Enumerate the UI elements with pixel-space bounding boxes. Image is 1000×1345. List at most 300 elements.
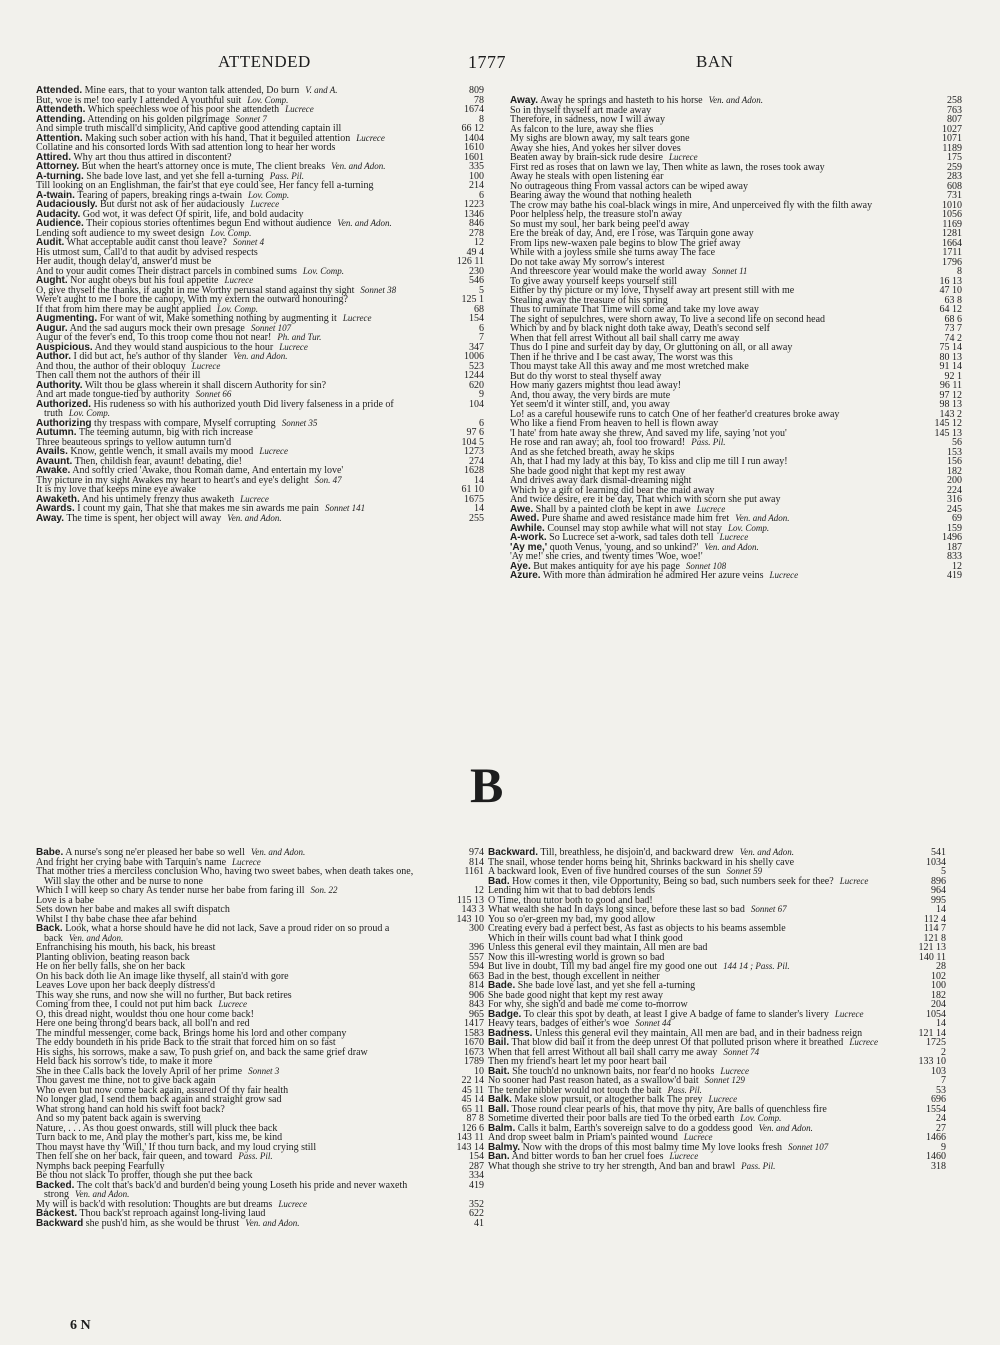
- line-reference: 74 2: [944, 332, 962, 344]
- headword: Audit.: [36, 237, 65, 248]
- quotation-text: Pure shame and awed resistance made him fret: [541, 513, 730, 524]
- line-reference: 27: [936, 1122, 946, 1134]
- headword: Author.: [36, 351, 71, 362]
- quotation-text: Be thou not slack To proffer, though she put thee back: [36, 1170, 253, 1181]
- signature-mark: 6 N: [70, 1318, 91, 1333]
- line-reference: 121 14: [918, 1027, 946, 1039]
- quotation-text: Stealing away the treasure of his spring: [510, 294, 668, 306]
- quotation-text: But makes antiquity for aye his page: [533, 560, 680, 572]
- source-work: Lov. Comp.: [216, 303, 259, 314]
- quotation-text: You so o'er-green my bad, my good allow: [488, 913, 656, 925]
- quotation-text: Away she hies, And yokes her silver doves: [510, 142, 681, 154]
- line-reference: 1554: [926, 1103, 946, 1115]
- source-work: Ven. and Adon.: [245, 1217, 300, 1228]
- quotation-text: Making such sober action with his hand, That it beguiled attention: [85, 132, 351, 144]
- quotation-text: O, give thyself the thanks, if aught in me Worthy perusal stand against thy sight: [36, 284, 355, 296]
- source-work: Ven. and Adon.: [735, 513, 790, 523]
- headword: Authority.: [36, 379, 83, 391]
- quotation-text: My will is back'd with resolution: Thoughts are but dreams: [36, 1198, 273, 1210]
- line-reference: 7: [479, 332, 484, 343]
- quotation-text: To give away yourself keeps yourself still: [510, 275, 678, 287]
- line-reference: 1281: [942, 228, 962, 239]
- line-reference: 214: [469, 180, 484, 191]
- line-reference: 16 13: [939, 275, 962, 287]
- line-reference: 608: [947, 180, 962, 192]
- quotation-text: Away he springs and hasteth to his horse: [539, 95, 703, 106]
- line-reference: 175: [947, 152, 962, 163]
- quotation-text: Calls it balm, Earth's sovereign salve to do a goddess good: [517, 1122, 753, 1134]
- line-reference: 12: [952, 560, 962, 572]
- quotation-text: He on her belly falls, she on her back: [36, 961, 186, 972]
- quotation-text: Then my friend's heart let my poor heart bail: [488, 1056, 667, 1067]
- quotation-text: So in thyself thyself art made away: [510, 104, 652, 116]
- source-work: Ph. and Tur.: [277, 332, 322, 342]
- quotation-text: Three beauteous springs to yellow autumn turn'd: [36, 436, 232, 448]
- source-work: Ven. and Adon.: [704, 541, 759, 552]
- line-reference: 41: [474, 1217, 484, 1229]
- quotation-text: O, this dread night, wouldst thou one hour come back!: [36, 1008, 255, 1020]
- quotation-text: Attending on his golden pilgrimage: [87, 113, 230, 125]
- quotation-text: Were't aught to me I bore the canopy, With my extern the outward honouring?: [36, 294, 348, 305]
- quotation-text: Counsel may stop awhile what will not stay: [547, 522, 723, 534]
- quotation-text: The tender nibbler would not touch the bait: [488, 1084, 662, 1096]
- quotation-text: Ere the break of day, And, ere I rose, was Tarquin gone away: [510, 228, 754, 239]
- line-reference: 807: [947, 114, 962, 125]
- source-work: Lucrece: [849, 1037, 878, 1047]
- quotation-text: From lips new-waxen pale begins to blow The grief away: [510, 237, 741, 249]
- column-top-right: [510, 96, 962, 581]
- line-reference: 906: [469, 989, 484, 1001]
- line-reference: 1189: [942, 142, 962, 154]
- quotation-text: And twice desire, ere it be day, That which with scorn she put away: [510, 494, 781, 505]
- quotation-text: A backward look, Even of five hundred courses of the sun: [488, 866, 721, 877]
- source-work: Pass. Pil.: [741, 1160, 776, 1171]
- line-reference: 843: [469, 999, 484, 1010]
- quotation-text: What strong hand can hold his swift foot back?: [36, 1103, 225, 1115]
- quotation-text: quoth Venus, 'young, and so unkind?': [549, 541, 699, 553]
- quotation-text: Held back his sorrow's tide, to make it more: [36, 1056, 213, 1067]
- header-left-word: ATTENDED: [218, 52, 311, 71]
- line-reference: 964: [931, 885, 946, 896]
- line-reference: 45 11: [461, 1084, 484, 1096]
- source-work: Sonnet 74: [723, 1046, 760, 1057]
- line-reference: 10: [474, 1065, 484, 1077]
- line-reference: 78: [474, 94, 484, 106]
- line-reference: 1027: [942, 123, 962, 135]
- concordance-entry: [36, 1219, 484, 1229]
- line-reference: 103: [931, 1065, 946, 1077]
- source-work: Lucrece: [232, 856, 261, 867]
- quotation-text: First red as roses that on lawn we lay, Then white as lawn, the roses took away: [510, 161, 825, 173]
- line-reference: 1583: [464, 1027, 484, 1039]
- line-reference: 334: [469, 1170, 484, 1181]
- headword: Ball.: [488, 1103, 510, 1115]
- line-reference: 28: [936, 961, 946, 972]
- quotation-text: And thou, the author of their obloquy: [36, 360, 186, 372]
- quotation-text: O Time, thou tutor both to good and bad!: [488, 894, 653, 906]
- headword: Awed.: [510, 513, 540, 524]
- headword: A-twain.: [36, 189, 75, 201]
- line-reference: 24: [936, 1113, 946, 1124]
- headword: Balmy.: [488, 1141, 521, 1153]
- quotation-text: Then fell she on her back, fair queen, and toward: [36, 1151, 233, 1162]
- headword: Audacity.: [36, 208, 81, 220]
- quotation-text: Nymphs back peeping Fearfully: [36, 1160, 165, 1172]
- source-work: V. and A.: [305, 85, 338, 95]
- source-work: Lov. Comp.: [210, 227, 252, 238]
- line-reference: 224: [947, 484, 962, 496]
- line-reference: 1664: [942, 237, 962, 249]
- quotation-text: God wot, it was defect Of spirit, life, and bold audacity: [82, 208, 304, 220]
- line-reference: 5: [479, 284, 484, 296]
- line-reference: 126 11: [456, 256, 484, 267]
- line-reference: 182: [931, 989, 946, 1001]
- line-reference: 12: [474, 237, 484, 248]
- line-reference: 594: [469, 961, 484, 972]
- line-reference: 731: [947, 190, 962, 201]
- source-work: Ven. and Adon.: [708, 95, 763, 105]
- quotation-text: That mother tries a merciless conclusion Who, having two sweet babes, when death takes one, Will slay the other and be nurse to none: [36, 866, 414, 887]
- line-reference: 245: [947, 503, 962, 515]
- line-reference: 91 14: [939, 361, 962, 372]
- source-work: Lucrece: [224, 275, 254, 285]
- source-work: Lucrece: [720, 1065, 750, 1076]
- quotation-text: She bade love last, and yet she fell a-turning: [517, 980, 696, 991]
- headword: Badness.: [488, 1027, 533, 1039]
- line-reference: 45 14: [461, 1094, 484, 1105]
- line-reference: 80 13: [939, 351, 962, 363]
- quotation-text: His rudeness so with his authorized youth Did livery falseness in a pride of truth: [44, 398, 394, 419]
- quotation-text: How comes it then, vile Opportunity, Being so bad, such numbers seek for thee?: [512, 875, 834, 887]
- source-work: Lucrece: [240, 493, 269, 504]
- line-reference: 200: [947, 475, 962, 486]
- line-reference: 974: [469, 847, 484, 858]
- headword: Backward.: [488, 847, 539, 858]
- line-reference: 126 6: [461, 1122, 484, 1134]
- source-work: Sonnet 4: [232, 237, 265, 247]
- quotation-text: But when the heart's attorney once is mute, The client breaks: [81, 161, 326, 172]
- quotation-text: No outrageous thing From vassal actors can be wiped away: [510, 180, 748, 192]
- line-reference: 523: [469, 360, 484, 372]
- source-work: Lucrece: [719, 532, 749, 542]
- source-work: Lucrece: [285, 104, 314, 114]
- headword: Aye.: [510, 560, 531, 572]
- headword: Avaunt.: [36, 455, 73, 467]
- quotation-text: Lending soft audience to my sweet design: [36, 227, 205, 239]
- line-reference: 7: [941, 1075, 946, 1086]
- line-reference: 620: [469, 379, 484, 391]
- line-reference: 121 8: [923, 932, 946, 944]
- quotation-text: But, woe is me! too early I attended A youthful suit: [36, 94, 242, 106]
- line-reference: 14: [936, 1018, 946, 1029]
- line-reference: 419: [947, 570, 962, 581]
- line-reference: 1244: [464, 370, 484, 381]
- headword: Attending.: [36, 113, 86, 125]
- quotation-text: Thou mayst have thy 'Will,' If thou turn back, and my loud crying still: [36, 1141, 317, 1153]
- quotation-text: And threescore year would make the world away: [510, 266, 707, 277]
- line-reference: 846: [469, 218, 484, 229]
- line-reference: 14: [474, 474, 484, 486]
- source-work: Pass. Pil.: [238, 1151, 273, 1161]
- headword: Bad.: [488, 875, 510, 887]
- source-work: Ven. and Adon.: [68, 932, 124, 943]
- concordance-entry: [36, 867, 484, 886]
- line-reference: 154: [469, 1151, 484, 1162]
- line-reference: 61 10: [461, 484, 484, 495]
- quotation-text: Nor aught obeys but his foul appetite: [70, 275, 219, 286]
- quotation-text: Planting oblivion, beating reason back: [36, 951, 190, 963]
- headword: Augur.: [36, 322, 68, 334]
- quotation-text: Thou back'st reproach against long-living laud: [79, 1208, 266, 1219]
- source-work: Lucrece: [279, 341, 308, 352]
- quotation-text: Yet seem'd it winter still, and, you away: [510, 399, 670, 410]
- line-reference: 347: [469, 341, 484, 353]
- concordance-entry: [36, 1181, 484, 1200]
- quotation-text: For why, she sigh'd and bade me come to-morrow: [488, 999, 688, 1010]
- source-work: Sonnet 141: [324, 503, 366, 513]
- source-work: Pass. Pil.: [691, 437, 726, 447]
- line-reference: 97 12: [939, 389, 962, 401]
- line-reference: 125 1: [461, 294, 484, 305]
- source-work: Lucrece: [683, 1132, 713, 1142]
- line-reference: 102: [931, 970, 946, 982]
- line-reference: 97 6: [466, 427, 484, 438]
- source-work: 144 14 ; Pass. Pil.: [723, 961, 790, 971]
- quotation-text: Now this ill-wresting world is grown so bad: [488, 951, 665, 963]
- quotation-text: And so my patent back again is swerving: [36, 1113, 201, 1124]
- quotation-text: Tearing of papers, breaking rings a-twain: [77, 189, 243, 201]
- source-work: Lucrece: [356, 132, 385, 143]
- source-work: Lucrece: [218, 999, 248, 1009]
- headword: Away.: [510, 95, 538, 106]
- line-reference: 156: [947, 456, 962, 467]
- quotation-text: 'Ay me!' she cries, and twenty times 'Woe, woe!': [510, 551, 703, 562]
- quotation-text: Which by a gift of learning did bear the maid away: [510, 484, 715, 496]
- line-reference: 1161: [464, 866, 484, 877]
- concordance-entry: [510, 571, 962, 581]
- line-reference: 22 14: [461, 1075, 484, 1086]
- quotation-text: But durst not ask of her audaciously: [100, 199, 245, 210]
- quotation-text: That blow did bail it from the deep unrest Of that polluted prison where it breathed: [511, 1037, 844, 1048]
- source-work: Lov. Comp.: [740, 1113, 782, 1123]
- quotation-text: And the sad augurs mock their own presage: [69, 322, 245, 334]
- source-work: Sonnet 3: [248, 1065, 280, 1076]
- line-reference: 143 14: [456, 1141, 484, 1153]
- source-work: Sonnet 59: [726, 866, 763, 876]
- line-reference: 396: [469, 942, 484, 953]
- quotation-text: It is my love that keeps mine eye awake: [36, 484, 196, 495]
- quotation-text: she push'd him, as she would be thrust: [85, 1217, 240, 1229]
- line-reference: 12: [474, 885, 484, 896]
- line-reference: 14: [474, 503, 484, 514]
- line-reference: 814: [469, 980, 484, 991]
- section-letter: B: [470, 757, 504, 813]
- quotation-text: Poor helpless help, the treasure stol'n away: [510, 209, 683, 220]
- line-reference: 65 11: [461, 1103, 484, 1115]
- quotation-text: While with a joyless smile she turns away The face: [510, 247, 716, 258]
- quotation-text: And simple truth miscall'd simplicity, And captive good attending captain ill: [36, 123, 342, 134]
- source-work: Sonnet 66: [195, 389, 232, 399]
- line-reference: 145 13: [934, 427, 962, 439]
- line-reference: 143 2: [939, 408, 962, 420]
- headword: Bade.: [488, 980, 516, 991]
- concordance-entry: [36, 514, 484, 524]
- line-reference: 6: [479, 189, 484, 201]
- quotation-text: Which in their wills count bad what I think good: [488, 932, 683, 944]
- headword: Authorizing: [36, 417, 92, 429]
- line-reference: 143 10: [456, 913, 484, 925]
- quotation-text: Bad in the best, though excellent in neither: [488, 970, 660, 982]
- line-reference: 419: [469, 1179, 484, 1191]
- quotation-text: Leaves Love upon her back deeply distress'd: [36, 980, 215, 991]
- quotation-text: What acceptable audit canst thou leave?: [66, 237, 227, 248]
- line-reference: 87 8: [466, 1113, 484, 1124]
- quotation-text: She in thee Calls back the lovely April of her prime: [36, 1065, 243, 1077]
- line-reference: 259: [947, 161, 962, 173]
- quotation-text: Bearing away the wound that nothing healeth: [510, 190, 692, 201]
- quotation-text: Then, childish fear, avaunt! debating, die!: [74, 455, 242, 467]
- quotation-text: Whilst I thy babe chase thee afar behind: [36, 913, 197, 925]
- line-reference: 69: [952, 513, 962, 524]
- line-reference: 1169: [942, 218, 962, 230]
- line-reference: 258: [947, 95, 962, 106]
- source-work: Lov. Comp.: [302, 265, 344, 276]
- line-reference: 1673: [464, 1046, 484, 1058]
- line-reference: 557: [469, 951, 484, 963]
- line-reference: 541: [931, 847, 946, 858]
- line-reference: 274: [469, 455, 484, 467]
- line-reference: 230: [469, 265, 484, 277]
- source-work: Ven. and Adon.: [758, 1122, 813, 1133]
- headword: Babe.: [36, 847, 64, 858]
- quotation-text: Unless this general evil they maintain, All men are bad: [488, 942, 708, 953]
- line-reference: 1789: [464, 1056, 484, 1067]
- quotation-text: A nurse's song ne'er pleased her babe so well: [65, 847, 245, 858]
- source-work: Lucrece: [669, 152, 698, 162]
- headword: Away.: [36, 512, 64, 524]
- line-reference: 64 12: [939, 304, 962, 315]
- source-work: Son. 47: [314, 474, 342, 485]
- source-work: Ven. and Adon.: [250, 847, 306, 857]
- quotation-text: Either by thy picture or my love, Thyself away art present still with me: [510, 285, 795, 296]
- headword: Augmenting.: [36, 313, 98, 324]
- page-header: [0, 52, 1000, 76]
- quotation-text: The crow may bathe his coal-black wings in mire, And unperceived fly with the filth away: [510, 199, 873, 211]
- line-reference: 896: [931, 875, 946, 887]
- line-reference: 75 14: [939, 342, 962, 353]
- concordance-entry: [36, 886, 484, 896]
- quotation-text: And as she fetched breath, away he skips: [510, 446, 675, 458]
- source-work: Son. 22: [310, 885, 338, 895]
- quotation-text: If that from him there may be aught applied: [36, 303, 211, 315]
- source-work: Pass. Pil.: [667, 1084, 702, 1095]
- quotation-text: She bade love last, and yet she fell a-turning: [86, 170, 264, 182]
- line-reference: 153: [947, 446, 962, 458]
- headword: Awaketh.: [36, 493, 80, 505]
- headword: Attention.: [36, 132, 83, 144]
- quotation-text: Which speechless woe of his poor she attendeth: [87, 104, 280, 115]
- line-reference: 154: [469, 313, 484, 324]
- line-reference: 1273: [464, 446, 484, 457]
- line-reference: 121 13: [918, 942, 946, 953]
- line-reference: 143 11: [456, 1132, 484, 1143]
- quotation-text: What wealth she had In days long since, before these last so bad: [488, 904, 745, 915]
- headword: Aught.: [36, 275, 68, 286]
- source-work: Lucrece: [708, 1094, 738, 1104]
- headword: Attorney.: [36, 161, 80, 172]
- source-work: Lucrece: [191, 360, 221, 371]
- source-work: Lucrece: [259, 446, 288, 456]
- quotation-text: Who like a fiend From heaven to hell is flown away: [510, 418, 719, 429]
- line-reference: 300: [469, 923, 484, 934]
- quotation-text: Her audit, though delay'd, answer'd must be: [36, 256, 212, 267]
- line-reference: 14: [936, 904, 946, 915]
- column-top-left: [36, 86, 484, 523]
- line-reference: 1466: [926, 1132, 946, 1143]
- headword: Attendeth.: [36, 104, 86, 115]
- line-reference: 278: [469, 227, 484, 239]
- line-reference: 1460: [926, 1151, 946, 1162]
- headword: Awards.: [36, 503, 75, 514]
- quotation-text: Augur of the fever's end, To this troop come thou not near!: [36, 332, 272, 343]
- headword: Backed.: [36, 1179, 75, 1191]
- line-reference: 1628: [464, 465, 484, 476]
- quotation-text: Unless this general evil they maintain, All men are bad, and in their badness reign: [534, 1027, 863, 1039]
- quotation-text: With more than admiration he admired Her azure veins: [542, 570, 764, 581]
- line-reference: 96 11: [939, 380, 962, 391]
- line-reference: 8: [957, 266, 962, 277]
- source-work: Sonnet 107: [788, 1141, 829, 1152]
- line-reference: 335: [469, 161, 484, 172]
- quotation-text: Nature, . . . As thou goest onwards, still will pluck thee back: [36, 1122, 278, 1134]
- line-reference: 1034: [926, 856, 946, 868]
- quotation-text: She bade good night that kept my rest away: [510, 465, 685, 477]
- line-reference: 814: [469, 856, 484, 868]
- quotation-text: And they would stand auspicious to the hour: [94, 341, 274, 353]
- line-reference: 92 1: [944, 370, 962, 382]
- quotation-text: His utmost sum, Call'd to that audit by advised respects: [36, 246, 258, 258]
- line-reference: 68: [474, 303, 484, 315]
- quotation-text: And his untimely frenzy thus awaketh: [81, 493, 235, 505]
- quotation-text: The snail, whose tender horns being hit, Shrinks backward in his shelly cave: [488, 856, 795, 868]
- source-work: Sonnet 38: [360, 284, 397, 295]
- line-reference: 56: [952, 437, 962, 448]
- line-reference: 187: [947, 541, 962, 553]
- quotation-text: Thou mayst take All this away and me most wretched make: [510, 361, 749, 372]
- quotation-text: Till, breathless, he disjoin'd, and backward drew: [540, 847, 734, 858]
- line-reference: 5: [941, 866, 946, 877]
- headword: Autumn.: [36, 427, 77, 438]
- quotation-text: Enfranchising his mouth, his back, his breast: [36, 942, 216, 953]
- quotation-text: Sometime diverted their poor balls are tied To the orbed earth: [488, 1113, 735, 1124]
- headword: 'Ay me,': [510, 541, 548, 553]
- headword: Balk.: [488, 1094, 512, 1105]
- headword: Bait.: [488, 1065, 510, 1077]
- line-reference: 283: [947, 171, 962, 182]
- source-work: Lucrece: [834, 1008, 864, 1019]
- line-reference: 68 6: [944, 313, 962, 325]
- quotation-text: Turn back to me, And play the mother's part, kiss me, be kind: [36, 1132, 283, 1143]
- quotation-text: The sight of sepulchres, were shorn away, To live a second life on second head: [510, 313, 826, 325]
- line-reference: 1071: [942, 133, 962, 144]
- source-work: Sonnet 67: [750, 904, 787, 914]
- line-reference: 318: [931, 1160, 946, 1172]
- line-reference: 49 4: [466, 246, 484, 258]
- line-reference: 73 7: [944, 323, 962, 334]
- quotation-text: Therefore, in sadness, now I will away: [510, 114, 665, 125]
- line-reference: 546: [469, 275, 484, 286]
- quotation-text: And art made tongue-tied by authority: [36, 389, 190, 400]
